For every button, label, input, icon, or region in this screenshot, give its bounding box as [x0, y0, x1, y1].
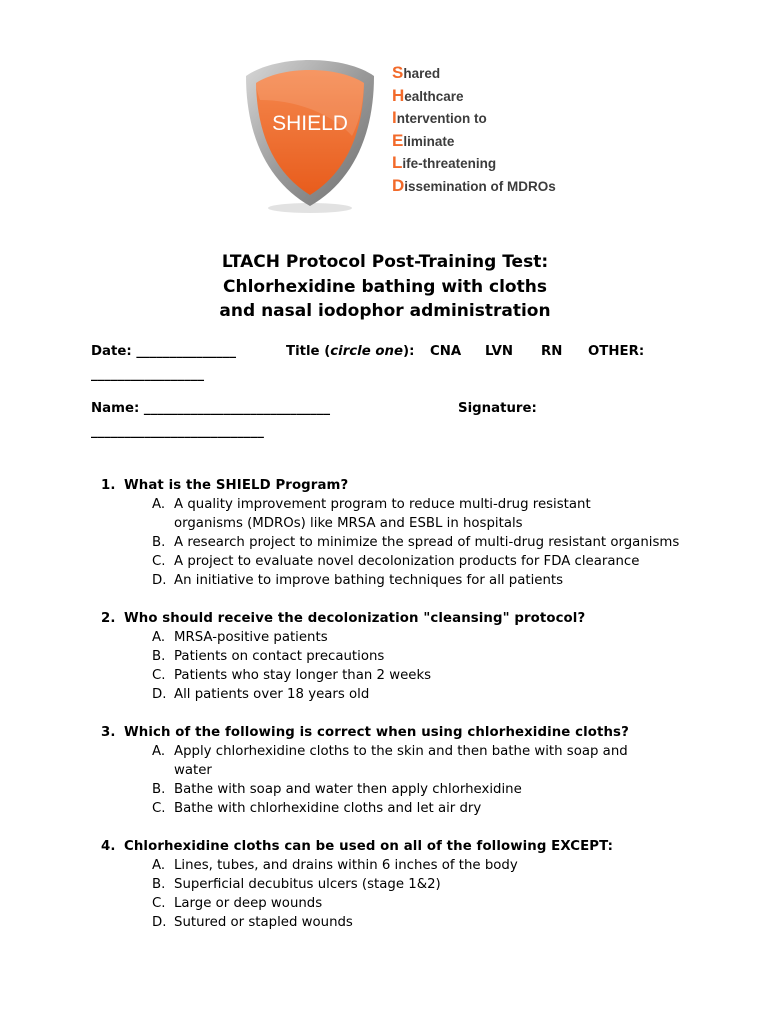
- answer-option[interactable]: D. All patients over 18 years old: [152, 687, 370, 702]
- answer-option[interactable]: A. Lines, tubes, and drains within 6 inches of the body: [152, 858, 518, 873]
- other-field-line[interactable]: _________________: [91, 367, 205, 382]
- question-text: 3. Which of the following is correct when using chlorhexidine cloths?: [101, 725, 629, 740]
- date-field[interactable]: Date: _______________: [91, 344, 237, 359]
- title-line-1: LTACH Protocol Post-Training Test:: [221, 252, 549, 272]
- question-text: 1. What is the SHIELD Program?: [101, 478, 349, 493]
- title-option-cna[interactable]: CNA: [430, 344, 462, 359]
- shield-logo: [240, 56, 380, 216]
- acronym-line: Life-threatening: [392, 153, 497, 173]
- answer-option[interactable]: C. Patients who stay longer than 2 weeks: [152, 668, 432, 683]
- title-option-rn[interactable]: RN: [541, 344, 563, 359]
- question-text: 2. Who should receive the decolonization "cleansing" protocol?: [101, 611, 586, 626]
- question-text: 4. Chlorhexidine cloths can be used on all of the following EXCEPT:: [101, 839, 613, 854]
- answer-option[interactable]: B. A research project to minimize the spread of multi-drug resistant organisms: [152, 535, 680, 550]
- acronym-line: Shared: [392, 63, 441, 82]
- acronym-line: Intervention to: [392, 108, 487, 128]
- title-field-label: Title (circle one):: [286, 344, 415, 359]
- acronym-line: Healthcare: [392, 85, 464, 105]
- answer-option[interactable]: B. Patients on contact precautions: [152, 649, 385, 664]
- answer-option[interactable]: C. Large or deep wounds: [152, 896, 323, 911]
- answer-option[interactable]: A. Apply chlorhexidine cloths to the skin and then bathe with soap and water: [152, 744, 628, 778]
- signature-field-label: Signature:: [458, 401, 537, 416]
- answer-option[interactable]: C. A project to evaluate novel decolonization products for FDA clearance: [152, 554, 640, 569]
- answer-option[interactable]: B. Superficial decubitus ulcers (stage 1&2): [152, 877, 441, 892]
- signature-field-line[interactable]: __________________________: [91, 424, 264, 439]
- title-line-3: and nasal iodophor administration: [219, 301, 551, 321]
- title-line-2: Chlorhexidine bathing with cloths: [223, 276, 547, 297]
- answer-option[interactable]: A. A quality improvement program to reduce multi-drug resistant organisms (MDROs) like MRSA and ESBL in hospitals: [152, 497, 591, 531]
- shield-logo-text: SHIELD: [272, 112, 348, 135]
- shield-logo-icon: [240, 56, 380, 216]
- answer-option[interactable]: D. An initiative to improve bathing techniques for all patients: [152, 573, 564, 588]
- page-title: [0, 250, 770, 324]
- answer-option[interactable]: B. Bathe with soap and water then apply chlorhexidine: [152, 782, 522, 797]
- acronym-line: Eliminate: [392, 130, 455, 150]
- title-option-lvn[interactable]: LVN: [485, 344, 514, 359]
- answer-option[interactable]: D. Sutured or stapled wounds: [152, 915, 353, 930]
- question-3: [101, 723, 741, 818]
- shield-acronym: [392, 62, 556, 198]
- question-2: [101, 609, 741, 704]
- acronym-line: Dissemination of MDROs: [392, 175, 556, 195]
- title-option-other[interactable]: OTHER:: [588, 344, 645, 359]
- question-1: [101, 476, 741, 590]
- question-4: [101, 837, 741, 932]
- answer-option[interactable]: C. Bathe with chlorhexidine cloths and let air dry: [152, 801, 482, 816]
- name-field[interactable]: Name: ____________________________: [91, 401, 331, 416]
- answer-option[interactable]: A. MRSA-positive patients: [152, 630, 328, 645]
